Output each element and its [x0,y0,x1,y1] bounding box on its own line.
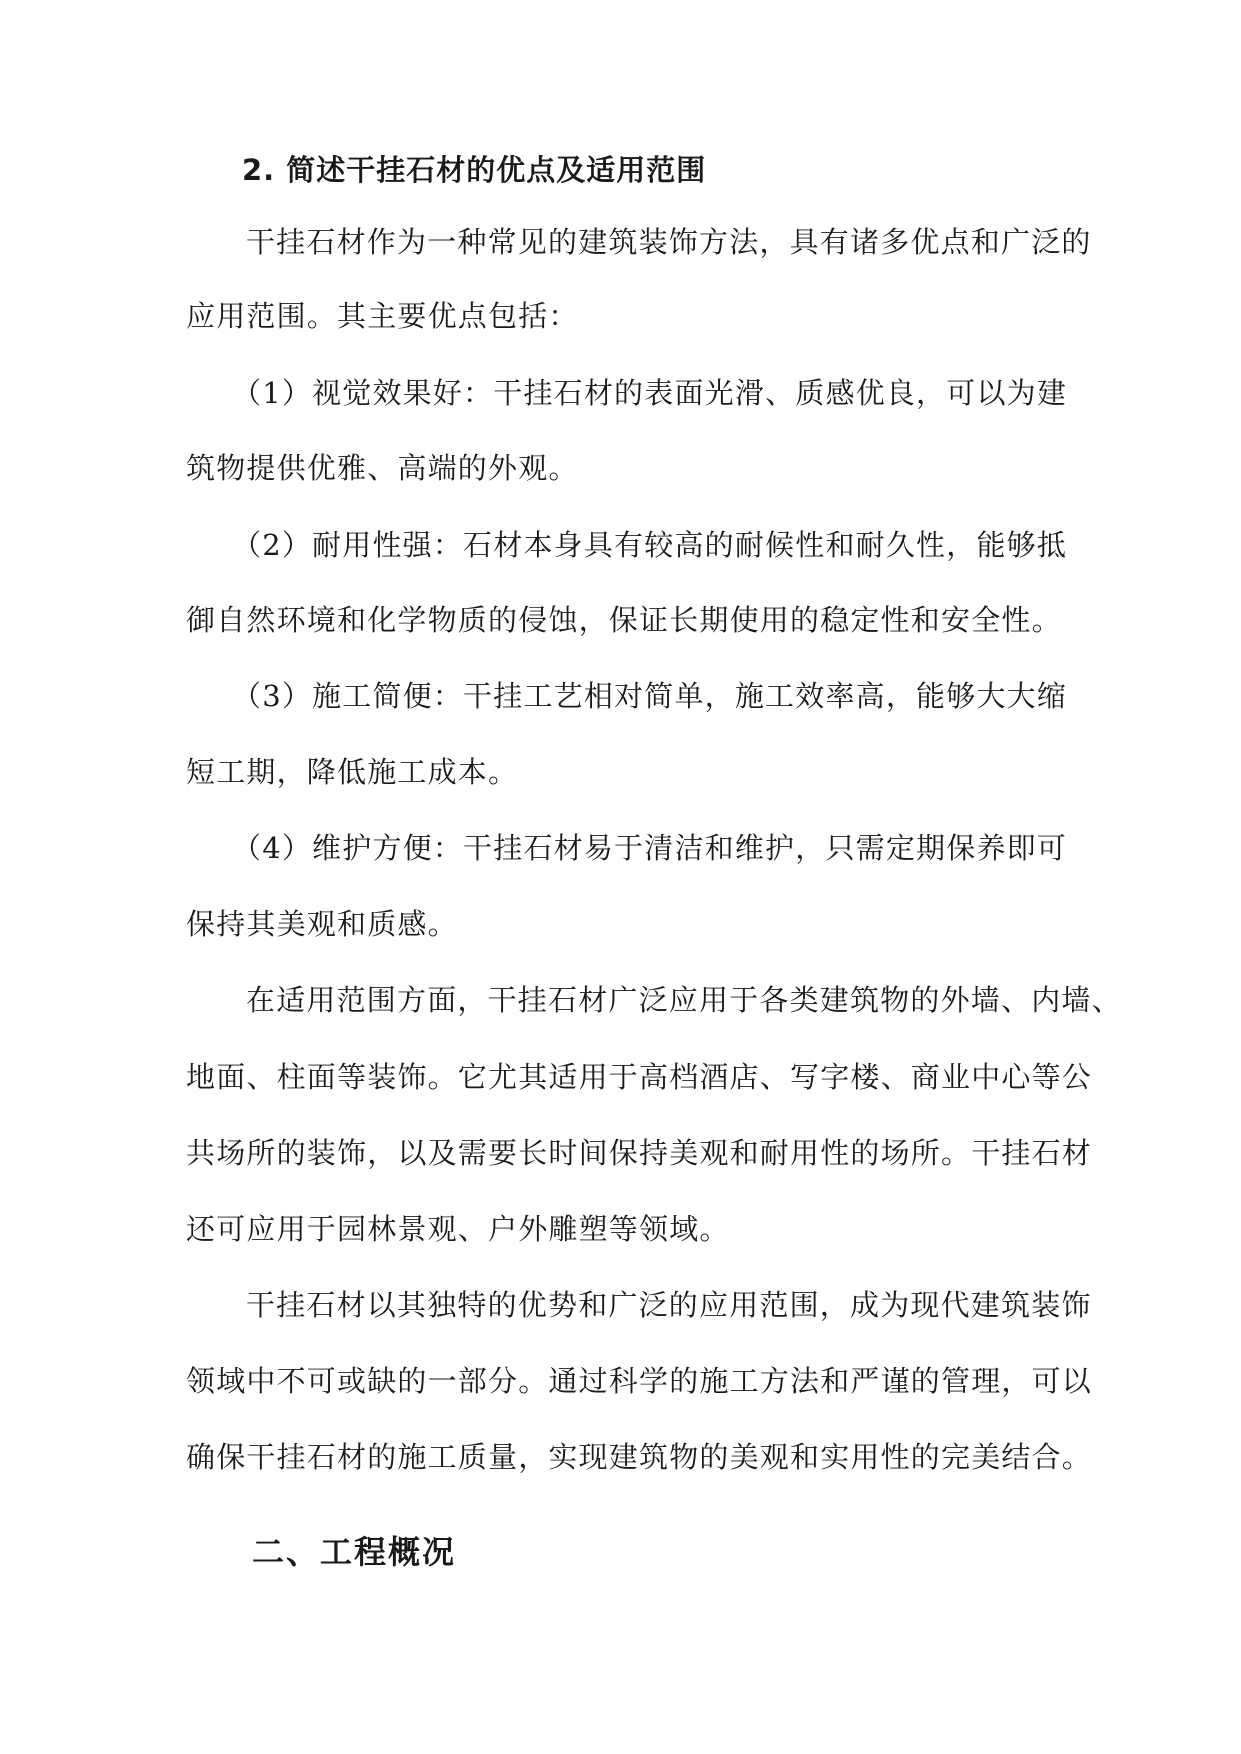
item-1-line-2: 筑物提供优雅、高端的外观。 [186,451,579,485]
item-3-line-1: （3）施工简便：干挂工艺相对简单，施工效率高，能够大大缩 [232,679,1068,713]
subheading: 2. 简述干挂石材的优点及适用范围 [242,153,707,187]
item-4-line-1: （4）维护方便：干挂石材易于清洁和维护，只需定期保养即可 [232,831,1068,865]
paragraph-1-line-1: 干挂石材作为一种常见的建筑装饰方法，具有诸多优点和广泛的 [246,225,1092,259]
item-1-line-1: （1）视觉效果好：干挂石材的表面光滑、质感优良，可以为建 [232,376,1068,410]
paragraph-3-line-3: 确保干挂石材的施工质量，实现建筑物的美观和实用性的完美结合。 [186,1440,1093,1474]
paragraph-3-line-2: 领域中不可或缺的一部分。通过科学的施工方法和严谨的管理，可以 [186,1364,1093,1398]
item-2-line-2: 御自然环境和化学物质的侵蚀，保证长期使用的稳定性和安全性。 [186,603,1062,637]
section-heading: 二、工程概况 [252,1533,457,1571]
item-2-line-1: （2）耐用性强：石材本身具有较高的耐候性和耐久性，能够抵 [232,528,1068,562]
paragraph-2-line-1: 在适用范围方面，干挂石材广泛应用于各类建筑物的外墙、内墙、 [246,983,1122,1017]
paragraph-1-line-2: 应用范围。其主要优点包括： [186,299,579,333]
paragraph-2-line-4: 还可应用于园林景观、户外雕塑等领域。 [186,1212,730,1246]
item-3-line-2: 短工期，降低施工成本。 [186,755,519,789]
item-4-line-2: 保持其美观和质感。 [186,907,458,941]
paragraph-3-line-1: 干挂石材以其独特的优势和广泛的应用范围，成为现代建筑装饰 [246,1288,1092,1322]
paragraph-2-line-3: 共场所的装饰，以及需要长时间保持美观和耐用性的场所。干挂石材 [186,1136,1093,1170]
paragraph-2-line-2: 地面、柱面等装饰。它尤其适用于高档酒店、写字楼、商业中心等公 [186,1060,1093,1094]
